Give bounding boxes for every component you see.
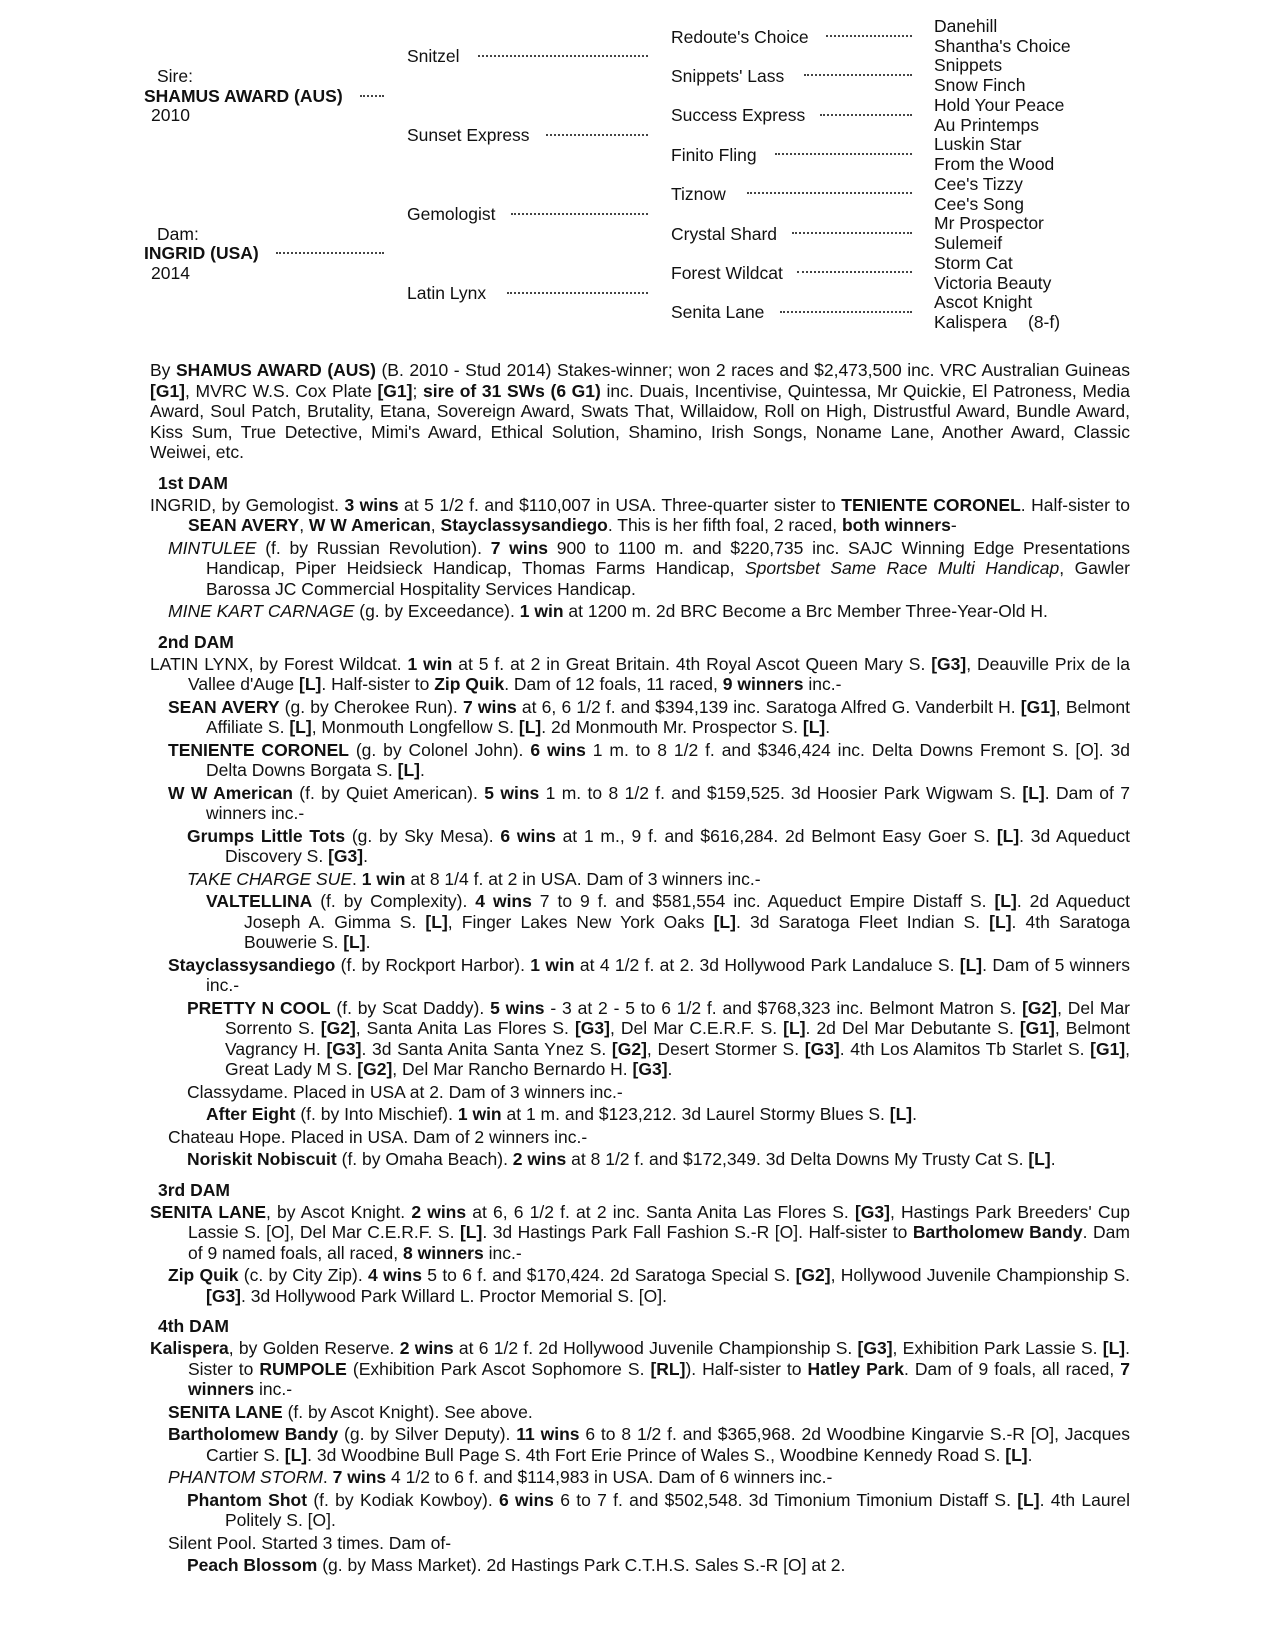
- bold-text: [L]: [1017, 1489, 1040, 1510]
- bold-text: [L]: [1102, 1338, 1126, 1358]
- bold-text: [G1]: [1019, 1018, 1055, 1038]
- bold-text: 7 winners: [188, 1358, 1130, 1399]
- text-run: -: [950, 515, 957, 535]
- text-run: .: [322, 1467, 333, 1487]
- text-run: ). Half-sister to: [685, 1358, 808, 1379]
- gen3-horse: Snippets' Lass: [671, 66, 785, 86]
- text-run: 6 to 7 f. and $502,548. 3d Timonium Timonium Distaff S.: [553, 1489, 1018, 1510]
- text-run: inc. Duais, Incentivise, Quintessa, Mr Quickie, El Patroness, Media Award, Soul Patch, Brutality, Etana, Sovereign Award, Swats That, Willaidow, Roll on High, Distrustful Award, Bundle Award, Kiss Sum, True Detective, Mimi's Award, Ethical Solution, Shamino, Irish Songs, Noname Lane, Another Award, Classic Weiwei, etc.: [150, 380, 1130, 462]
- italic-text: TAKE CHARGE SUE: [187, 868, 352, 889]
- bold-text: [L]: [802, 717, 826, 737]
- gen3-horse: Success Express: [671, 105, 806, 125]
- bold-text: [G2]: [795, 1265, 831, 1285]
- gen3-horse: Tiznow: [671, 184, 726, 204]
- catalogue-page-body: [150, 360, 1130, 1578]
- bold-text: [G3]: [632, 1059, 668, 1079]
- bold-text: 7 wins: [462, 696, 517, 717]
- gen3-horse: Redoute's Choice: [671, 27, 809, 47]
- text-run: , Belmont Affiliate S.: [206, 696, 1131, 737]
- bold-text: 9 winners: [722, 674, 804, 694]
- text-run: LATIN LYNX, by Forest Wildcat.: [150, 653, 408, 674]
- text-run: .: [419, 760, 425, 780]
- text-run: inc.-: [254, 1379, 293, 1399]
- text-run: (f. by Quiet American).: [292, 782, 485, 803]
- bold-text: [G3]: [804, 1038, 840, 1059]
- pedigree-entry: [150, 1202, 1130, 1264]
- pedigree-entry: [150, 826, 1130, 867]
- text-run: 5 to 6 f. and $170,424. 2d Saratoga Special S.: [421, 1265, 796, 1285]
- text-run: . Dam of 5 winners inc.-: [206, 954, 1130, 995]
- gen4-horse: Luskin Star: [934, 134, 1022, 154]
- bold-text: 11 wins: [516, 1424, 580, 1444]
- bold-text: 1 win: [361, 868, 406, 889]
- bold-text: Stayclassysandiego: [168, 954, 336, 975]
- text-run: . Half-sister to: [1020, 494, 1130, 515]
- bold-text: W W American: [308, 515, 431, 535]
- gen3-connector: [780, 311, 912, 313]
- italic-text: Sportsbet Same Race Multi Handicap: [744, 558, 1060, 578]
- gen2-sire-dam: Sunset Express: [407, 125, 530, 145]
- bold-text: 1 win: [407, 653, 453, 674]
- text-run: (f. by Russian Revolution).: [256, 537, 491, 558]
- text-run: . 3d Woodbine Bull Page S. 4th Fort Erie Prince of Wales S., Woodbine Kennedy Road S.: [307, 1444, 1006, 1465]
- text-run: (Exhibition Park Ascot Sophomore S.: [346, 1358, 651, 1379]
- bold-text: [L]: [1005, 1444, 1028, 1465]
- text-run: at 1 m., 9 f. and $616,284. 2d Belmont Easy Goer S.: [555, 825, 997, 846]
- bold-text: SEAN AVERY: [168, 696, 280, 717]
- text-run: Chateau Hope. Placed in USA. Dam of 2 winners inc.-: [168, 1126, 588, 1147]
- bold-text: [L]: [1022, 782, 1045, 803]
- bold-text: 1 win: [519, 601, 564, 621]
- bold-text: [L]: [783, 1018, 806, 1038]
- bold-text: Bartholomew Bandy: [912, 1222, 1083, 1242]
- pedigree-entry: [150, 1265, 1130, 1306]
- gen2-connector: [478, 55, 648, 57]
- pedigree-entry: [150, 1467, 1130, 1488]
- bold-text: [L]: [1028, 1149, 1051, 1169]
- bold-text: [G1]: [1020, 696, 1056, 717]
- text-run: (c. by City Zip).: [238, 1265, 369, 1285]
- text-run: at 6 1/2 f. 2d Hollywood Juvenile Championship S.: [453, 1338, 858, 1358]
- dam-sections: [150, 473, 1130, 1576]
- bold-text: [G3]: [931, 653, 967, 674]
- text-run: .: [365, 932, 371, 952]
- pedigree-entry: [150, 1127, 1130, 1148]
- gen4-horse: Au Printemps: [934, 115, 1040, 135]
- bold-text: PRETTY N COOL: [187, 997, 331, 1018]
- bold-text: SENITA LANE: [150, 1201, 267, 1222]
- italic-text: MINE KART CARNAGE: [168, 601, 355, 621]
- text-run: .: [1027, 1444, 1033, 1465]
- gen4-horse: Mr Prospector: [934, 213, 1044, 233]
- bold-text: Peach Blossom: [187, 1555, 318, 1575]
- text-run: at 8 1/2 f. and $172,349. 3d Delta Downs My Trusty Cat S.: [566, 1149, 1029, 1169]
- text-run: . 4th Los Alamitos Tb Starlet S.: [839, 1038, 1091, 1059]
- bold-text: SEAN AVERY: [188, 515, 300, 535]
- text-run: at 6, 6 1/2 f. at 2 inc. Santa Anita Las Flores S.: [466, 1201, 855, 1222]
- bold-text: [G3]: [326, 1038, 362, 1059]
- section-header: 1st DAM: [158, 472, 229, 493]
- bold-text: Kalispera: [150, 1338, 229, 1358]
- gen4-horse: Snippets: [934, 55, 1003, 75]
- pedigree-entry: [150, 1555, 1130, 1576]
- gen4-horse: Storm Cat: [934, 253, 1013, 273]
- sire-paragraph: [150, 360, 1130, 463]
- section-header: 2nd DAM: [158, 631, 234, 652]
- bold-text: SHAMUS AWARD (AUS): [175, 360, 376, 380]
- pedigree-entry: [150, 1082, 1130, 1103]
- text-run: (g. by Colonel John).: [348, 739, 531, 760]
- text-run: (B. 2010 - Stud 2014) Stakes-winner; won 2 races and $2,473,500 inc. VRC Australian Guineas: [375, 360, 1130, 380]
- gen4-horse: Kalispera: [934, 312, 1007, 332]
- pedigree-entry: [150, 697, 1130, 738]
- bold-text: [G2]: [320, 1018, 356, 1038]
- bold-text: RUMPOLE: [259, 1358, 347, 1379]
- bold-text: 4 wins: [368, 1265, 422, 1285]
- bold-text: [L]: [994, 891, 1017, 911]
- pedigree-entry: [150, 1490, 1130, 1531]
- text-run: (f. by Rockport Harbor).: [335, 954, 531, 975]
- text-run: (f. by Kodiak Kowboy).: [307, 1489, 499, 1510]
- gen4-horse: Hold Your Peace: [934, 95, 1065, 115]
- gen2-dam-dam: Latin Lynx: [407, 283, 487, 303]
- pedigree-entry: [150, 601, 1130, 622]
- text-run: . 4th Saratoga Bouwerie S.: [244, 911, 1130, 952]
- bold-text: [G2]: [611, 1038, 647, 1059]
- text-run: ;: [412, 380, 423, 401]
- bold-text: VALTELLINA: [206, 891, 313, 911]
- bold-text: Phantom Shot: [187, 1489, 308, 1510]
- text-run: (f. by Ascot Knight). See above.: [282, 1401, 533, 1422]
- bold-text: 8 winners: [402, 1242, 484, 1263]
- text-run: .: [912, 1104, 918, 1124]
- text-run: (g. by Exceedance).: [354, 601, 520, 621]
- dam-label: Dam:: [157, 224, 199, 244]
- bold-text: [G2]: [357, 1059, 393, 1079]
- pedigree-entry: [150, 891, 1130, 953]
- dam-year: 2014: [151, 263, 190, 283]
- text-run: (f. by Complexity).: [312, 891, 476, 911]
- gen4-horse: Danehill: [934, 16, 998, 36]
- text-run: . 3d Hollywood Park Willard L. Proctor Memorial S. [O].: [241, 1285, 667, 1306]
- dam-name: INGRID (USA): [144, 243, 259, 263]
- pedigree-entry: [150, 1149, 1130, 1170]
- bold-text: 5 wins: [484, 782, 540, 803]
- pedigree-entry: [150, 1104, 1130, 1125]
- gen3-horse: Finito Fling: [671, 145, 757, 165]
- inbreeding-note: (8-f): [1028, 312, 1061, 332]
- gen2-sire-sire: Snitzel: [407, 46, 460, 66]
- bold-text: [L]: [959, 954, 983, 975]
- gen3-connector: [804, 74, 912, 76]
- text-run: , Del Mar C.E.R.F. S.: [609, 1018, 784, 1038]
- bold-text: Grumps Little Tots: [187, 825, 346, 846]
- text-run: inc.-: [483, 1242, 522, 1263]
- text-run: . 3d Santa Anita Santa Ynez S.: [361, 1038, 612, 1059]
- text-run: at 4 1/2 f. at 2. 3d Hollywood Park Landaluce S.: [574, 954, 960, 975]
- bold-text: Hatley Park: [807, 1358, 905, 1379]
- text-run: By: [150, 360, 176, 380]
- text-run: , Hastings Park Breeders' Cup Lassie S. [O], Del Mar C.E.R.F. S.: [188, 1201, 1130, 1242]
- text-run: , Del Mar Sorrento S.: [225, 997, 1131, 1038]
- gen3-horse: Forest Wildcat: [671, 263, 783, 283]
- text-run: . Sister to: [188, 1338, 1130, 1379]
- text-run: 1 m. to 8 1/2 f. and $159,525. 3d Hoosier Park Wigwam S.: [539, 782, 1023, 803]
- text-run: . 3d Saratoga Fleet Indian S.: [735, 911, 990, 932]
- pedigree-entry: [150, 1424, 1130, 1465]
- text-run: . 4th Laurel Politely S. [O].: [225, 1489, 1131, 1530]
- bold-text: [L]: [713, 911, 736, 932]
- gen3-connector: [747, 192, 912, 194]
- text-run: , Monmouth Longfellow S.: [311, 717, 519, 737]
- text-run: (f. by Scat Daddy).: [330, 997, 491, 1018]
- text-run: . Half-sister to: [321, 674, 435, 694]
- gen2-dam-sire: Gemologist: [407, 204, 496, 224]
- text-run: ,: [430, 515, 441, 535]
- text-run: . 3d Hastings Park Fall Fashion S.-R [O]. Half-sister to: [482, 1222, 913, 1242]
- text-run: .: [667, 1059, 673, 1079]
- text-run: (g. by Mass Market). 2d Hastings Park C.T.H.S. Sales S.-R [O] at 2.: [317, 1555, 846, 1575]
- gen3-horse: Senita Lane: [671, 302, 765, 322]
- pedigree-entry: [150, 740, 1130, 781]
- bold-text: 1 win: [530, 954, 575, 975]
- text-run: ,: [299, 515, 309, 535]
- gen4-horse: Cee's Song: [934, 194, 1024, 214]
- text-run: at 5 1/2 f. and $110,007 in USA. Three-quarter sister to: [398, 494, 842, 515]
- text-run: at 5 f. at 2 in Great Britain. 4th Royal Ascot Queen Mary S.: [452, 653, 932, 674]
- gen2-connector: [511, 213, 648, 215]
- gen2-connector: [507, 292, 648, 294]
- text-run: , Exhibition Park Lassie S.: [892, 1338, 1103, 1358]
- section-header: 4th DAM: [158, 1316, 229, 1336]
- gen4-horse: Sulemeif: [934, 233, 1003, 253]
- bold-text: 2 wins: [399, 1338, 454, 1358]
- text-run: .: [352, 868, 362, 889]
- text-run: (g. by Silver Deputy).: [338, 1424, 517, 1444]
- text-run: . Dam of 9 foals, all raced,: [904, 1358, 1121, 1379]
- text-run: . Dam of 9 named foals, all raced,: [188, 1222, 1130, 1263]
- bold-text: Bartholomew Bandy: [168, 1424, 339, 1444]
- text-run: 7 to 9 f. and $581,554 inc. Aqueduct Empire Distaff S.: [531, 891, 995, 911]
- pedigree-entry: [150, 654, 1130, 695]
- bold-text: [L]: [518, 717, 542, 737]
- bold-text: 2 wins: [411, 1201, 467, 1222]
- pedigree-entry: [150, 1533, 1130, 1554]
- bold-text: Stayclassysandiego: [440, 515, 608, 535]
- gen4-horse: Snow Finch: [934, 75, 1026, 95]
- bold-text: [G1]: [1090, 1038, 1126, 1059]
- bold-text: TENIENTE CORONEL: [841, 494, 1021, 515]
- bold-text: [L]: [284, 1444, 308, 1465]
- gen4-horse: Victoria Beauty: [934, 273, 1052, 293]
- bold-text: [G1]: [150, 380, 185, 401]
- text-run: , Hollywood Juvenile Championship S.: [830, 1265, 1131, 1285]
- bold-text: 3 wins: [344, 494, 399, 515]
- bold-text: 6 wins: [500, 825, 556, 846]
- text-run: , Finger Lakes New York Oaks: [447, 911, 714, 932]
- text-run: 4 1/2 to 6 f. and $114,983 in USA. Dam of 6 winners inc.-: [386, 1467, 833, 1487]
- gen3-connector: [775, 153, 912, 155]
- text-run: at 1 m. and $123,212. 3d Laurel Stormy Blues S.: [501, 1104, 890, 1124]
- text-run: at 8 1/4 f. at 2 in USA. Dam of 3 winners inc.-: [405, 868, 761, 889]
- text-run: . Dam of 7 winners inc.-: [206, 782, 1130, 823]
- text-run: , Santa Anita Las Flores S.: [355, 1018, 575, 1038]
- bold-text: 7 wins: [332, 1467, 387, 1487]
- text-run: , Desert Stormer S.: [646, 1038, 805, 1059]
- text-run: . 2d Aqueduct Joseph A. Gimma S.: [244, 891, 1130, 932]
- text-run: .: [363, 846, 368, 866]
- bold-text: 5 wins: [490, 997, 545, 1018]
- bold-text: 6 wins: [530, 739, 586, 760]
- text-run: (g. by Sky Mesa).: [345, 825, 501, 846]
- bold-text: [G3]: [206, 1285, 241, 1306]
- gen4-horse: Cee's Tizzy: [934, 174, 1023, 194]
- text-run: .: [1050, 1149, 1056, 1169]
- bold-text: [RL]: [650, 1358, 686, 1379]
- bold-text: TENIENTE CORONEL: [168, 739, 349, 760]
- pedigree-entry: [150, 1402, 1130, 1423]
- gen3-connector: [826, 35, 912, 37]
- bold-text: After Eight: [206, 1104, 296, 1124]
- text-run: - 3 at 2 - 5 to 6 1/2 f. and $768,323 inc. Belmont Matron S.: [544, 997, 1023, 1018]
- text-run: , by Golden Reserve.: [228, 1338, 400, 1358]
- bold-text: [G1]: [377, 380, 413, 401]
- bold-text: SENITA LANE: [168, 1401, 283, 1422]
- gen4-horse: From the Wood: [934, 154, 1055, 174]
- bold-text: 4 wins: [475, 891, 532, 911]
- text-run: 1 m. to 8 1/2 f. and $346,424 inc. Delta Downs Fremont S. [O]. 3d Delta Downs Borgata S.: [206, 739, 1130, 780]
- pedigree-entry: [150, 955, 1130, 996]
- text-run: 900 to 1100 m. and $220,735 inc. SAJC Winning Edge Presentations Handicap, Piper Heidsieck Handicap, Thomas Farms Handicap,: [206, 537, 1130, 578]
- italic-text: MINTULEE: [168, 537, 257, 558]
- sire-year: 2010: [151, 105, 190, 125]
- sire-connector: [360, 95, 384, 97]
- bold-text: [L]: [989, 911, 1012, 932]
- gen3-connector: [797, 271, 912, 273]
- bold-text: [G3]: [328, 846, 364, 866]
- text-run: inc.-: [803, 674, 842, 694]
- section-header: 3rd DAM: [158, 1179, 230, 1200]
- bold-text: [L]: [425, 911, 448, 932]
- bold-text: [L]: [289, 717, 312, 737]
- pedigree-entry: [150, 783, 1130, 824]
- bold-text: [L]: [397, 760, 420, 780]
- bold-text: both winners: [841, 515, 951, 535]
- bold-text: [G3]: [854, 1201, 890, 1222]
- text-run: .: [825, 717, 831, 737]
- text-run: INGRID, by Gemologist.: [150, 494, 345, 515]
- bold-text: [G2]: [1022, 997, 1058, 1018]
- text-run: (f. by Into Mischief).: [295, 1104, 458, 1124]
- text-run: at 6, 6 1/2 f. and $394,139 inc. Saratoga Alfred G. Vanderbilt H.: [516, 696, 1021, 717]
- text-run: , Great Lady M S.: [225, 1038, 1131, 1079]
- bold-text: Zip Quik: [434, 674, 505, 694]
- bold-text: [G3]: [574, 1018, 610, 1038]
- bold-text: [L]: [459, 1222, 483, 1242]
- text-run: , Belmont Vagrancy H.: [225, 1018, 1130, 1059]
- text-run: , by Ascot Knight.: [266, 1201, 412, 1222]
- text-run: , Deauville Prix de la Vallee d'Auge: [188, 653, 1130, 694]
- text-run: , MVRC W.S. Cox Plate: [185, 380, 378, 401]
- gen4-horse: Shantha's Choice: [934, 36, 1071, 56]
- gen2-connector: [546, 134, 648, 136]
- text-run: . 2d Del Mar Debutante S.: [805, 1018, 1020, 1038]
- pedigree-entry: [150, 538, 1130, 600]
- gen3-connector: [792, 232, 912, 234]
- text-run: Classydame. Placed in USA at 2. Dam of 3 winners inc.-: [187, 1081, 623, 1102]
- italic-text: PHANTOM STORM: [168, 1467, 323, 1487]
- sire-name: SHAMUS AWARD (AUS): [144, 86, 343, 106]
- text-run: , Gawler Barossa JC Commercial Hospitality Services Handicap.: [206, 558, 1131, 599]
- bold-text: 1 win: [457, 1104, 502, 1124]
- gen3-connector: [820, 114, 912, 116]
- bold-text: W W American: [168, 782, 293, 803]
- bold-text: Noriskit Nobiscuit: [187, 1149, 337, 1169]
- text-run: . This is her fifth foal, 2 raced,: [607, 515, 842, 535]
- bold-text: [L]: [996, 825, 1020, 846]
- sire-label: Sire:: [157, 66, 193, 86]
- text-run: (g. by Cherokee Run).: [279, 696, 463, 717]
- bold-text: [G3]: [857, 1338, 893, 1358]
- bold-text: [L]: [299, 674, 322, 694]
- text-run: , Del Mar Rancho Bernardo H.: [392, 1059, 633, 1079]
- text-run: at 1200 m. 2d BRC Become a Brc Member Three-Year-Old H.: [563, 601, 1048, 621]
- text-run: 6 to 8 1/2 f. and $365,968. 2d Woodbine Kingarvie S.-R [O], Jacques Cartier S.: [206, 1424, 1130, 1465]
- gen3-horse: Crystal Shard: [671, 224, 778, 244]
- bold-text: 7 wins: [490, 537, 549, 558]
- text-run: (f. by Omaha Beach).: [336, 1149, 513, 1169]
- pedigree-entry: [150, 998, 1130, 1080]
- bold-text: sire of 31 SWs (6 G1): [422, 380, 601, 401]
- text-run: Silent Pool. Started 3 times. Dam of-: [168, 1532, 452, 1553]
- pedigree-entry: [150, 1338, 1130, 1400]
- dam-connector: [276, 252, 384, 254]
- bold-text: Zip Quik: [168, 1265, 239, 1285]
- bold-text: 2 wins: [512, 1149, 567, 1169]
- bold-text: 6 wins: [499, 1489, 554, 1510]
- text-run: . Dam of 12 foals, 11 raced,: [504, 674, 723, 694]
- text-run: . 2d Monmouth Mr. Prospector S.: [541, 717, 803, 737]
- bold-text: [L]: [343, 932, 366, 952]
- pedigree-entry: [150, 495, 1130, 536]
- gen4-horse: Ascot Knight: [934, 292, 1033, 312]
- text-run: . 3d Aqueduct Discovery S.: [225, 825, 1130, 866]
- pedigree-entry: [150, 869, 1130, 890]
- bold-text: [L]: [889, 1104, 913, 1124]
